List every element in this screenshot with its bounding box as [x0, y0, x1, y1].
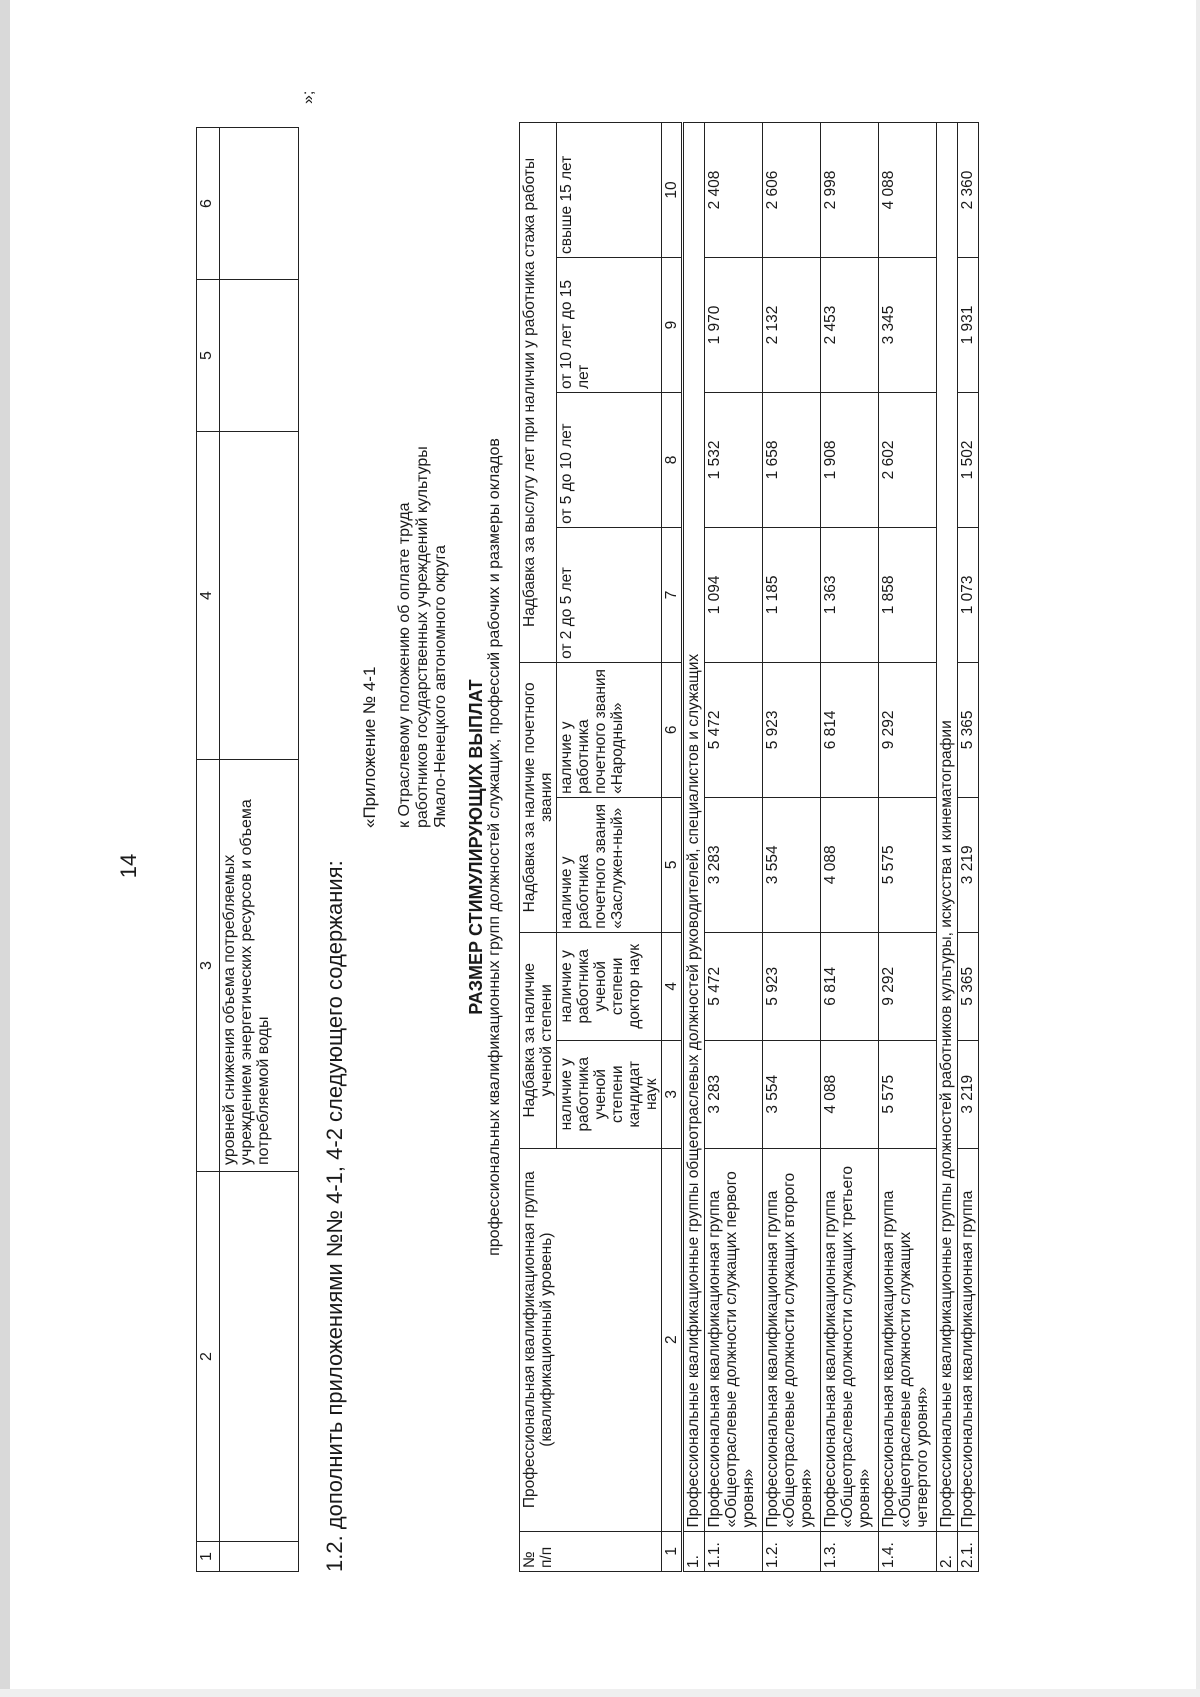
value-cell: 5 923 — [763, 932, 821, 1040]
closing-quote: »; — [300, 90, 317, 104]
prev-col-number: 2 — [197, 1172, 220, 1542]
column-numbers-row — [662, 123, 683, 1572]
column-number: 6 — [662, 662, 683, 797]
value-cell: 3 554 — [763, 797, 821, 932]
value-cell: 1 363 — [821, 527, 879, 662]
value-cell: 2 606 — [763, 123, 821, 258]
value-cell: 1 658 — [763, 392, 821, 527]
scan-edge-left — [0, 0, 10, 1697]
value-cell: 1 094 — [705, 527, 763, 662]
prev-cell-text: уровней снижения объема потребляемых учреждением энергетических ресурсов и объема потребляемой воды — [220, 760, 299, 1172]
value-cell: 3 283 — [705, 797, 763, 932]
value-cell: 4 088 — [821, 1040, 879, 1148]
row-number: 2.1. — [958, 1531, 979, 1571]
prev-cell — [220, 1542, 299, 1572]
value-cell: 4 088 — [879, 123, 937, 258]
value-cell: 2 360 — [958, 123, 979, 258]
row-number: 1.2. — [763, 1531, 821, 1571]
header-group-degree: Надбавка за наличие ученой степени — [520, 932, 557, 1148]
column-number: 8 — [662, 392, 683, 527]
table-header-row-1 — [520, 123, 557, 1572]
value-cell: 1 185 — [763, 527, 821, 662]
table-row — [763, 123, 821, 1572]
prev-cell — [220, 128, 299, 280]
prev-cell — [220, 280, 299, 432]
section-title: Профессиональные квалификационные группы должностей работников культуры, искусства и кинематографии — [937, 123, 958, 1532]
subheader-cell: от 2 до 5 лет — [557, 527, 662, 662]
column-number: 9 — [662, 258, 683, 393]
row-number: 1.1. — [705, 1531, 763, 1571]
value-cell: 2 453 — [821, 258, 879, 393]
row-number: 1.4. — [879, 1531, 937, 1571]
header-col-group: Профессиональная квалификационная группа (квалификационный уровень) — [520, 1148, 662, 1531]
amendment-text: 1.2. дополнить приложениями №№ 4-1, 4-2 следующего содержания: — [322, 860, 347, 1572]
row-number: 1.3. — [821, 1531, 879, 1571]
section-title: Профессиональные квалификационные группы общеотраслевых должностей руководителей, специалистов и служащих — [683, 123, 705, 1532]
document-title: РАЗМЕР СТИМУЛИРУЮЩИХ ВЫПЛАТ — [466, 679, 486, 1015]
document-subtitle: профессиональных квалификационных групп должностей служащих, профессий рабочих и размеры окладов — [486, 438, 503, 1256]
value-cell: 4 088 — [821, 797, 879, 932]
value-cell: 1 502 — [958, 392, 979, 527]
subheader-cell: наличие у работника ученой степени доктор наук — [557, 932, 662, 1040]
value-cell: 5 365 — [958, 662, 979, 797]
value-cell: 2 408 — [705, 123, 763, 258]
subheader-cell: наличие у работника ученой степени кандидат наук — [557, 1040, 662, 1148]
prev-col-number: 3 — [197, 760, 220, 1172]
column-number: 10 — [662, 123, 683, 258]
value-cell: 2 998 — [821, 123, 879, 258]
value-cell: 2 132 — [763, 258, 821, 393]
appendix-title: «Приложение № 4-1 — [360, 666, 379, 828]
value-cell: 5 923 — [763, 662, 821, 797]
reference-line: Ямало-Ненецкого автономного округа — [432, 545, 449, 828]
prev-col-number: 4 — [197, 432, 220, 760]
value-cell: 1 908 — [821, 392, 879, 527]
value-cell: 9 292 — [879, 662, 937, 797]
row-name: Профессиональная квалификационная группа «Общеотраслевые должности служащих третьего уровня» — [821, 1148, 879, 1531]
subheader-cell: наличие у работника почетного звания «Заслужен-ный» — [557, 797, 662, 932]
section-number: 1. — [683, 1531, 705, 1571]
value-cell: 1 970 — [705, 258, 763, 393]
prev-col-number: 6 — [197, 128, 220, 280]
table-row — [821, 123, 879, 1572]
header-group-title: Надбавка за наличие почетного звания — [520, 662, 557, 932]
table-row — [705, 123, 763, 1572]
row-name: Профессиональная квалификационная группа «Общеотраслевые должности служащих второго уровня» — [763, 1148, 821, 1531]
appendix-reference — [396, 446, 450, 828]
value-cell: 6 814 — [821, 932, 879, 1040]
row-name: Профессиональная квалификационная группа «Общеотраслевые должности служащих первого уровня» — [705, 1148, 763, 1531]
previous-table-fragment — [196, 127, 299, 1572]
value-cell: 3 219 — [958, 1040, 979, 1148]
page-number: 14 — [116, 853, 141, 879]
prev-cell — [220, 432, 299, 760]
subheader-cell: наличие у работника почетного звания «Народный» — [557, 662, 662, 797]
scan-edge-bottom — [0, 1689, 1200, 1697]
scan-edge-right — [1196, 0, 1200, 1697]
prev-col-number: 5 — [197, 280, 220, 432]
column-number: 5 — [662, 797, 683, 932]
value-cell: 5 472 — [705, 662, 763, 797]
reference-line: к Отраслевому положению об оплате труда — [396, 502, 413, 828]
subheader-cell: от 5 до 10 лет — [557, 392, 662, 527]
previous-table-row — [220, 128, 299, 1572]
value-cell: 3 283 — [705, 1040, 763, 1148]
section-row — [683, 123, 705, 1572]
row-name: Профессиональная квалификационная группа «Общеотраслевые должности служащих четвертого уровня» — [879, 1148, 937, 1531]
table-row — [879, 123, 937, 1572]
value-cell: 5 575 — [879, 797, 937, 932]
subheader-cell: свыше 15 лет — [557, 123, 662, 258]
value-cell: 3 554 — [763, 1040, 821, 1148]
value-cell: 3 345 — [879, 258, 937, 393]
prev-cell — [220, 1172, 299, 1542]
value-cell: 5 472 — [705, 932, 763, 1040]
value-cell: 1 532 — [705, 392, 763, 527]
value-cell: 3 219 — [958, 797, 979, 932]
value-cell: 6 814 — [821, 662, 879, 797]
column-number: 3 — [662, 1040, 683, 1148]
rotated-page-content — [196, 90, 1096, 1572]
value-cell: 1 073 — [958, 527, 979, 662]
value-cell: 5 365 — [958, 932, 979, 1040]
section-row — [937, 123, 958, 1572]
column-number: 7 — [662, 527, 683, 662]
column-number: 1 — [662, 1531, 683, 1571]
table-row — [958, 123, 979, 1572]
row-name: Профессиональная квалификационная группа — [958, 1148, 979, 1531]
header-group-tenure: Надбавка за выслугу лет при наличии у работника стажа работы — [520, 123, 557, 663]
column-number: 2 — [662, 1148, 683, 1531]
column-number: 4 — [662, 932, 683, 1040]
header-col-no: № п/п — [520, 1531, 662, 1571]
stimulating-payments-table — [519, 122, 979, 1572]
prev-col-number: 1 — [197, 1542, 220, 1572]
value-cell: 1 931 — [958, 258, 979, 393]
section-number: 2. — [937, 1531, 958, 1571]
value-cell: 2 602 — [879, 392, 937, 527]
subheader-cell: от 10 лет до 15 лет — [557, 258, 662, 393]
previous-table-header — [197, 128, 220, 1572]
reference-line: работников государственных учреждений культуры — [414, 446, 431, 828]
value-cell: 1 858 — [879, 527, 937, 662]
value-cell: 5 575 — [879, 1040, 937, 1148]
value-cell: 9 292 — [879, 932, 937, 1040]
